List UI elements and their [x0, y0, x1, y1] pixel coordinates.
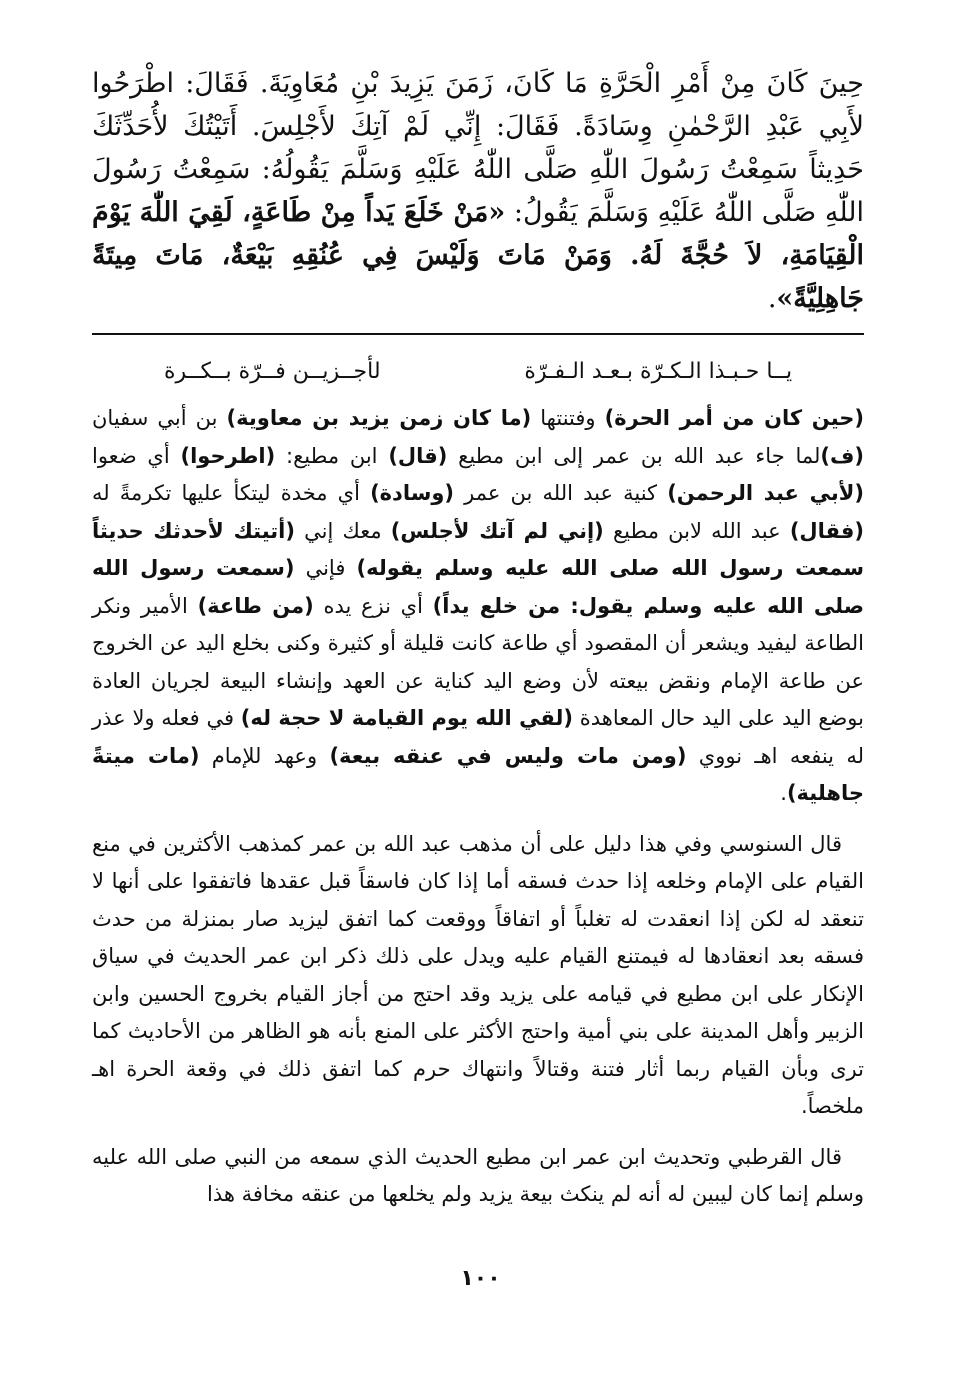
commentary-text: بن أبي سفيان — [92, 406, 227, 430]
commentary-text: في فعله ولا عذر له ينفعه اهـ نووي — [92, 706, 865, 768]
commentary-text: كنية عبد الله بن عمر — [454, 481, 668, 505]
commentary-text: . — [780, 781, 787, 805]
quoted-hadith-phrase: (إني لم آتك لأجلس) — [390, 518, 604, 543]
verse-first-hemistich: يــا حـبـذا الـكـرّة بـعـد الـفـرّة — [524, 359, 793, 384]
commentary-text: ابن مطيع: — [275, 443, 389, 468]
commentary-text: أي ضعوا — [92, 443, 181, 468]
quoted-hadith-phrase: (ف) — [820, 443, 864, 468]
quoted-hadith-phrase: (اطرحوا) — [180, 443, 276, 468]
commentary-text: فإني — [294, 556, 357, 580]
quoted-hadith-phrase: (أتيتك لأحدثك حديثاً سمعت رسول الله صلى الله عليه وسلم يقوله) — [92, 518, 864, 580]
hadith-text — [92, 62, 864, 320]
commentary-text: وفتنتها — [531, 406, 605, 430]
commentary-block — [92, 400, 864, 1227]
hadith-text-end: . — [767, 283, 777, 314]
commentary-paragraph-2: قال السنوسي وفي هذا دليل على أن مذهب عبد الله بن عمر كمذهب الأكثرين في منع القيام على الإمام وخلعه إذا حدث فسقه أما إذا كان فاسقاً قبل عقدها فاتفقوا على أنها لا تنعقد له لكن إذا انعقدت له تغلباً أو اتفاقاً ووقعت كما اتفق ليزيد صار بمنزلة من حدث فسقه بعد انعقادها له فيمتنع القيام عليه ويدل على ذلك ذكر ابن عمر الحديث في سياق الإنكار على ابن مطيع في قيامه على يزيد وقد احتج من أجاز القيام بخروج الحسين وابن الزبير وأهل المدينة على بني أمية واحتج الأكثر على المنع بأنه هو الظاهر من الأحاديث كما ترى وبأن القيام ربما أثار فتنة وقتالاً وانتهاك حرم كما اتفق ذلك في وقعة الحرة اهـ ملخصاً. — [92, 831, 864, 1118]
commentary-paragraph-3: قال القرطبي وتحديث ابن عمر ابن مطيع الحديث الذي سمعه من النبي صلى الله عليه وسلم إنما كان ليبين له أنه لم ينكث بيعة يزيد ولم يخلعها من عنقه مخافة هذا — [92, 1144, 864, 1206]
poetry-verse — [92, 352, 864, 392]
commentary-text: أي مخدة ليتكأ عليها تكرمةً له — [92, 481, 371, 505]
hadith-text-part1: حِينَ كَانَ مِنْ أَمْرِ الْحَرَّةِ مَا كَانَ، زَمَنَ يَزِيدَ بْنِ مُعَاوِيَةَ. فَقَالَ: اطْرَحُوا لأَبِي عَبْدِ الرَّحْمٰنِ وِسَادَةً. فَقَالَ: إِنِّي لَمْ آتِكَ لأَجْلِسَ. أَتَيْتُكَ لأُحَدِّثَكَ حَدِيثاً سَمِعْتُ رَسُولَ اللّٰهِ صَلَّى اللّٰهُ عَلَيْهِ وَسَلَّمَ يَقُولُهُ: سَمِعْتُ رَسُولَ اللّٰهِ صَلَّى اللّٰهُ عَلَيْهِ وَسَلَّمَ يَقُولُ: — [92, 68, 864, 228]
quoted-hadith-phrase: (ما كان زمن يزيد بن معاوية) — [226, 406, 532, 430]
verse-second-hemistich: لأجــزيــن فــرّة بــكــرة — [163, 359, 381, 384]
quoted-hadith-phrase: (لقي الله يوم القيامة لا حجة له) — [240, 706, 573, 730]
commentary-text: معك إني — [294, 518, 391, 543]
page-number: ١٠٠ — [460, 1266, 501, 1291]
quoted-hadith-phrase: (حين كان من أمر الحرة) — [604, 406, 865, 430]
quoted-hadith-phrase: (قال) — [388, 443, 448, 468]
section-divider — [92, 333, 864, 335]
hadith-text-block — [92, 62, 864, 320]
quoted-hadith-phrase: (وسادة) — [370, 481, 455, 505]
commentary-text: عبد الله لابن مطيع — [603, 518, 790, 543]
commentary-text: أي نزع يده — [313, 593, 433, 618]
quoted-hadith-phrase: (لأبي عبد الرحمن) — [667, 481, 864, 505]
quoted-hadith-phrase: (مات ميتةً جاهلية) — [92, 743, 864, 805]
quoted-hadith-phrase: (فقال) — [789, 518, 864, 543]
quoted-hadith-phrase: (سمعت رسول الله صلى الله عليه وسلم يقول: من خلع يداً) — [92, 556, 865, 618]
quoted-hadith-phrase: (ومن مات وليس في عنقه بيعة) — [329, 743, 687, 768]
commentary-paragraph-1 — [92, 400, 864, 813]
quoted-hadith-phrase: (من طاعة) — [197, 593, 314, 618]
commentary-text: الأمير ونكر الطاعة ليفيد ويشعر أن المقصود أي طاعة كانت قليلة أو كثيرة وكنى بخلع اليد عن الخروج عن طاعة الإمام ونقض بيعته لأن وضع اليد كناية عن العهد وإنشاء البيعة لجريان العادة بوضع اليد على اليد حال المعاهدة — [92, 593, 864, 730]
commentary-text: لما جاء عبد الله بن عمر إلى ابن مطيع — [447, 443, 821, 468]
commentary-text: وعهد للإمام — [199, 743, 330, 768]
hadith-text-prophetic-saying: «مَنْ خَلَعَ يَداً مِنْ طَاعَةٍ، لَقِيَ اللّٰهَ يَوْمَ الْقِيَامَةِ، لاَ حُجَّةَ لَهُ. وَمَنْ مَاتَ وَلَيْسَ فِي عُنُقِهِ بَيْعَةٌ، مَاتَ مِيتَةً جَاهِلِيَّةً» — [92, 197, 864, 314]
